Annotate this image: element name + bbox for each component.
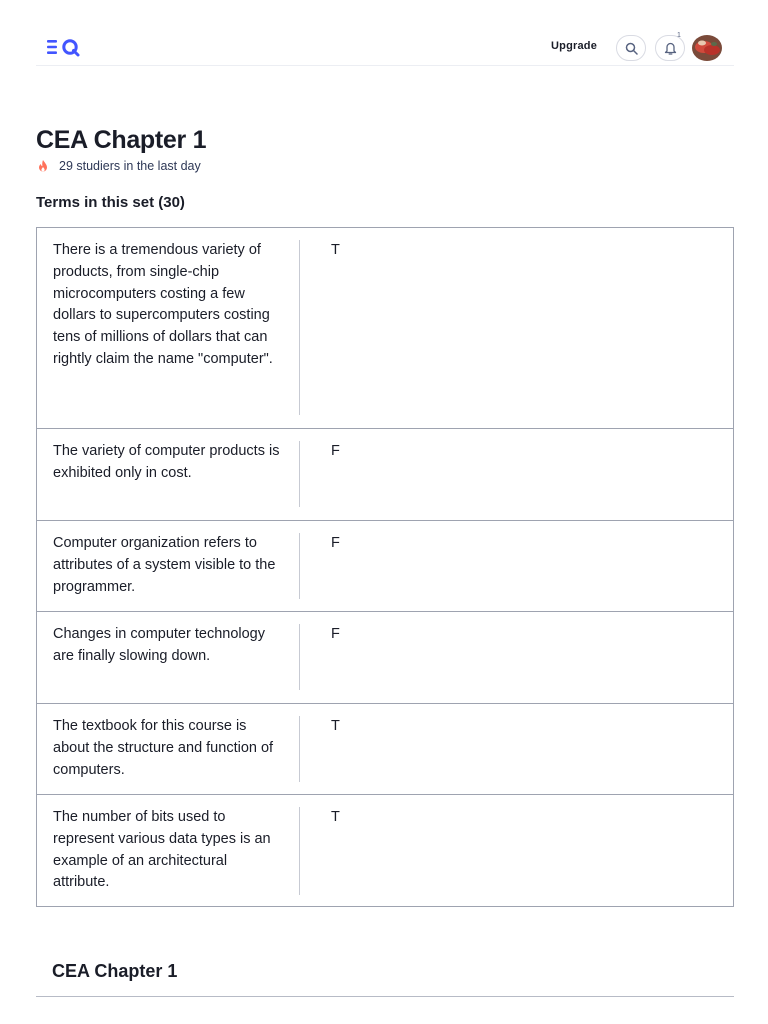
term-text: There is a tremendous variety of products, from single-chip microcomputers costing a few dollars to supercomputers costing tens of millions of dollars that can rightly claim the name "computer".	[53, 242, 273, 367]
row-divider	[299, 716, 300, 782]
definition-text: T	[331, 242, 340, 258]
quizlet-logo-icon[interactable]	[46, 36, 84, 58]
definition-text: F	[331, 626, 340, 642]
avatar-image	[692, 35, 722, 61]
footer-set-title: CEA Chapter 1	[52, 961, 178, 981]
user-avatar[interactable]	[692, 35, 722, 61]
term-row[interactable]	[37, 703, 733, 794]
row-divider	[299, 240, 300, 415]
term-text: The number of bits used to represent various data types is an example of an architectural attribute.	[53, 809, 271, 891]
notification-count: 1	[677, 32, 681, 39]
top-nav-bar	[36, 28, 734, 66]
row-divider	[299, 441, 300, 507]
flame-icon	[36, 159, 50, 173]
terms-list	[36, 227, 734, 907]
upgrade-button[interactable]: Upgrade	[551, 40, 598, 52]
term-row[interactable]	[37, 794, 733, 906]
studiers-text: 29 studiers in the last day	[59, 159, 201, 173]
studiers-indicator	[36, 159, 201, 173]
search-button[interactable]	[616, 35, 646, 61]
term-text: Computer organization refers to attributes of a system visible to the programmer.	[53, 535, 276, 595]
bell-icon	[664, 41, 677, 55]
footer-divider	[36, 996, 734, 997]
row-divider	[299, 624, 300, 690]
term-text: The textbook for this course is about the structure and function of computers.	[53, 718, 274, 778]
row-divider	[299, 533, 300, 599]
term-row[interactable]	[37, 611, 733, 703]
page-title: CEA Chapter 1	[36, 126, 207, 154]
definition-text: T	[331, 809, 340, 825]
term-row[interactable]	[37, 520, 733, 611]
term-row[interactable]	[37, 428, 733, 520]
terms-heading: Terms in this set (30)	[36, 194, 185, 211]
term-text: The variety of computer products is exhibited only in cost.	[53, 443, 280, 481]
definition-text: F	[331, 443, 340, 459]
definition-text: F	[331, 535, 340, 551]
term-text: Changes in computer technology are finally slowing down.	[53, 626, 265, 664]
search-icon	[625, 42, 638, 55]
definition-text: T	[331, 718, 340, 734]
row-divider	[299, 807, 300, 895]
term-row[interactable]	[37, 228, 733, 428]
